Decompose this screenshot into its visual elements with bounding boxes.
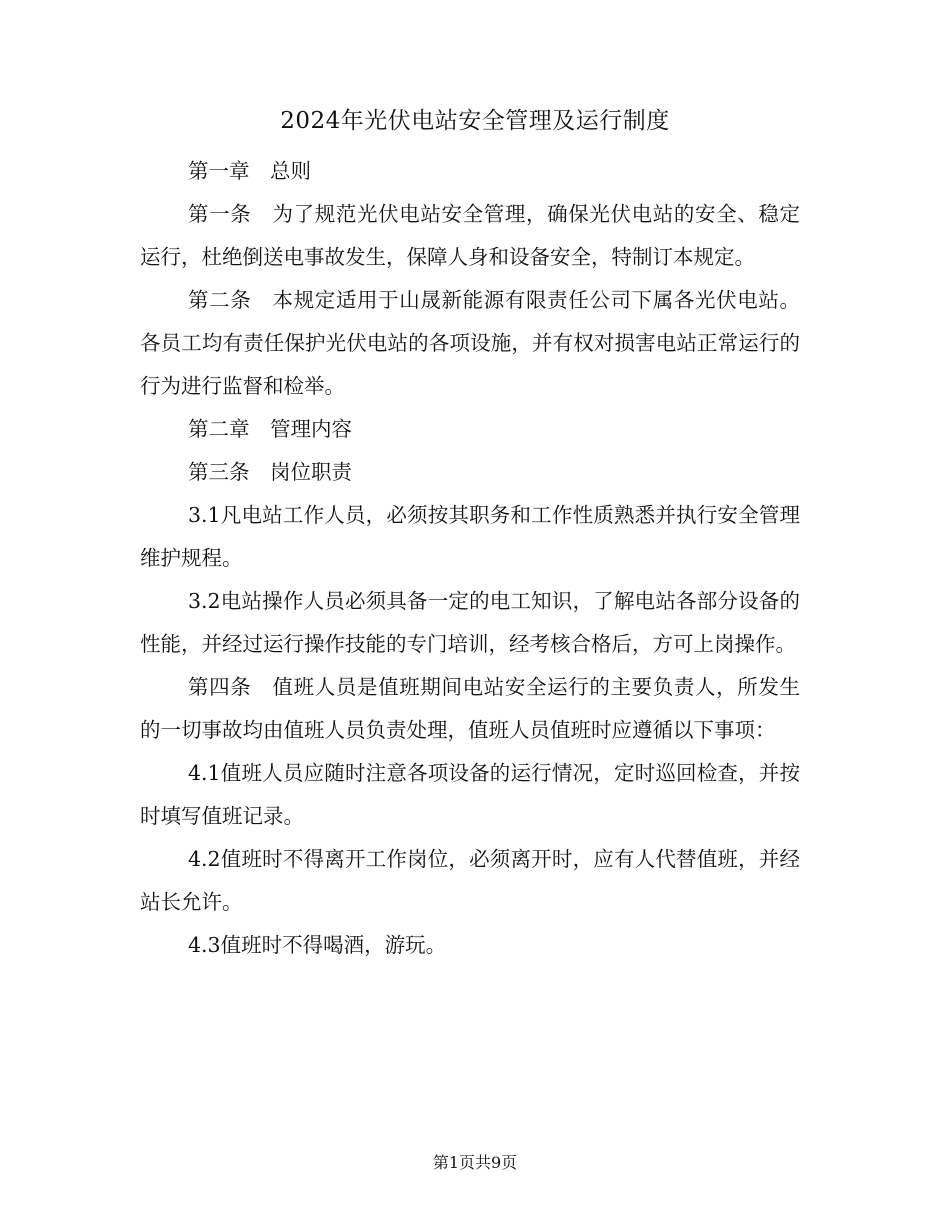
clause-4-3-paragraph: 4.3值班时不得喝酒，游玩。 <box>188 933 447 957</box>
chapter-heading-1: 第一章 总则 <box>188 159 311 183</box>
document-body <box>140 150 800 967</box>
chapter-heading-2: 第二章 管理内容 <box>188 417 352 441</box>
article-4-paragraph: 第四条 值班人员是值班期间电站安全运行的主要负责人，所发生的一切事故均由值班人员负责处理，值班人员值班时应遵循以下事项： <box>140 675 800 742</box>
clause-4-2-paragraph: 4.2值班时不得离开工作岗位，必须离开时，应有人代替值班，并经站长允许。 <box>140 847 800 914</box>
clause-3-2-paragraph: 3.2电站操作人员必须具备一定的电工知识，了解电站各部分设备的性能，并经过运行操作技能的专门培训，经考核合格后，方可上岗操作。 <box>140 589 800 656</box>
article-2-paragraph: 第二条 本规定适用于山晟新能源有限责任公司下属各光伏电站。各员工均有责任保护光伏电站的各项设施，并有权对损害电站正常运行的行为进行监督和检举。 <box>140 288 800 398</box>
article-1-paragraph: 第一条 为了规范光伏电站安全管理，确保光伏电站的安全、稳定运行，杜绝倒送电事故发生，保障人身和设备安全，特制订本规定。 <box>140 202 800 269</box>
clause-3-1-paragraph: 3.1凡电站工作人员，必须按其职务和工作性质熟悉并执行安全管理维护规程。 <box>140 503 800 570</box>
page-number-footer: 第1页共9页 <box>432 1153 518 1172</box>
document-title: 2024年光伏电站安全管理及运行制度 <box>280 108 670 134</box>
clause-4-1-paragraph: 4.1值班人员应随时注意各项设备的运行情况，定时巡回检查，并按时填写值班记录。 <box>140 761 800 828</box>
article-3-heading: 第三条 岗位职责 <box>188 460 352 484</box>
